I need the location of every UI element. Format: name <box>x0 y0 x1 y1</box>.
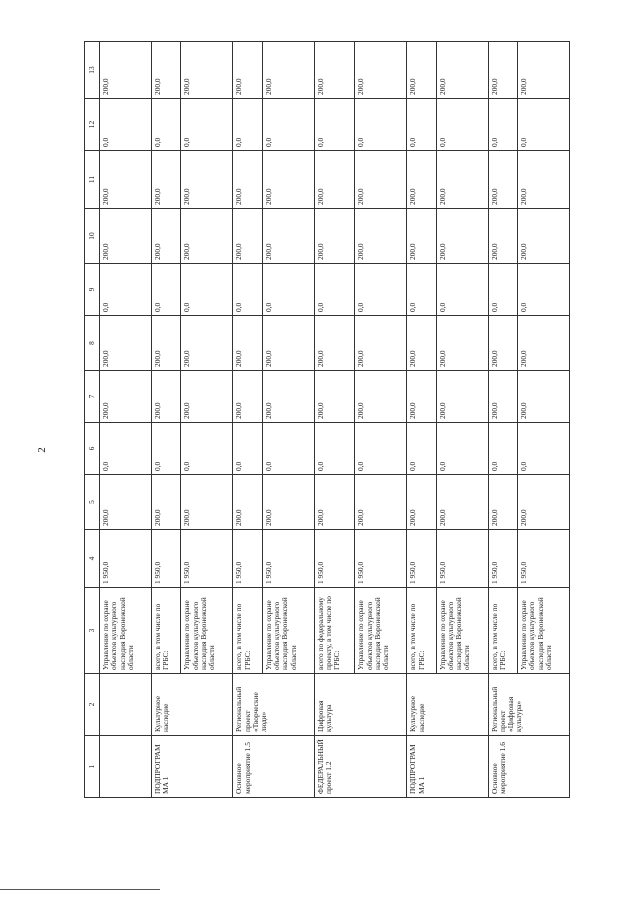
value-cell: 200,0 <box>100 316 152 371</box>
value-cell: 200,0 <box>407 151 436 209</box>
column-header: 2 <box>85 674 100 736</box>
value-cell: 200,0 <box>233 209 262 264</box>
value-cell: 0,0 <box>151 264 180 316</box>
value-cell: 200,0 <box>314 475 355 530</box>
responsible-cell: всего, в том числе по ГРБС: <box>151 588 180 674</box>
table-body <box>100 42 570 798</box>
value-cell: 0,0 <box>262 423 314 475</box>
value-cell: 1 950,0 <box>355 530 407 588</box>
program-name-cell <box>100 736 152 798</box>
value-cell: 0,0 <box>355 423 407 475</box>
value-cell: 200,0 <box>436 475 488 530</box>
column-header: 4 <box>85 530 100 588</box>
value-cell: 200,0 <box>181 42 233 99</box>
value-cell: 0,0 <box>407 264 436 316</box>
value-cell: 200,0 <box>517 42 569 99</box>
column-header: 8 <box>85 316 100 371</box>
value-cell: 0,0 <box>233 99 262 151</box>
value-cell: 1 950,0 <box>436 530 488 588</box>
responsible-cell: всего по федеральному проекту, в том числе по ГРБС: <box>314 588 355 674</box>
value-cell: 200,0 <box>517 475 569 530</box>
value-cell: 1 950,0 <box>100 530 152 588</box>
responsible-cell: Управление по охране объектов культурного наследия Воронежской области <box>262 588 314 674</box>
value-cell: 0,0 <box>181 423 233 475</box>
value-cell: 0,0 <box>100 264 152 316</box>
page-number: 2 <box>36 447 48 453</box>
responsible-cell: всего, в том числе по ГРБС: <box>407 588 436 674</box>
value-cell: 0,0 <box>355 264 407 316</box>
value-cell: 200,0 <box>488 371 517 423</box>
value-cell: 0,0 <box>314 264 355 316</box>
value-cell: 200,0 <box>355 371 407 423</box>
value-cell: 0,0 <box>517 99 569 151</box>
value-cell: 200,0 <box>151 151 180 209</box>
value-cell: 200,0 <box>407 42 436 99</box>
value-cell: 1 950,0 <box>314 530 355 588</box>
value-cell: 200,0 <box>355 42 407 99</box>
project-name-cell: Региональный проект «Творческие люди» <box>233 674 314 736</box>
value-cell: 200,0 <box>488 316 517 371</box>
value-cell: 200,0 <box>407 371 436 423</box>
value-cell: 200,0 <box>181 209 233 264</box>
program-name-cell: Основное мероприятие 1.5 <box>233 736 314 798</box>
value-cell: 200,0 <box>488 42 517 99</box>
project-name-cell: Региональный проект «Цифровая культура» <box>488 674 569 736</box>
project-name-cell: Цифровая культура <box>314 674 407 736</box>
column-header: 3 <box>85 588 100 674</box>
value-cell: 1 950,0 <box>517 530 569 588</box>
column-header: 5 <box>85 475 100 530</box>
table-row <box>151 42 180 798</box>
value-cell: 200,0 <box>407 209 436 264</box>
column-header: 12 <box>85 99 100 151</box>
value-cell: 0,0 <box>436 264 488 316</box>
value-cell: 0,0 <box>517 264 569 316</box>
value-cell: 200,0 <box>233 316 262 371</box>
value-cell: 0,0 <box>151 99 180 151</box>
value-cell: 200,0 <box>355 209 407 264</box>
value-cell: 0,0 <box>100 423 152 475</box>
value-cell: 0,0 <box>233 264 262 316</box>
program-name-cell: ФЕДЕРАЛЬНЫЙ проект 1.2 <box>314 736 407 798</box>
responsible-cell: Управление по охране объектов культурного наследия Воронежской области <box>436 588 488 674</box>
column-header: 11 <box>85 151 100 209</box>
value-cell: 0,0 <box>314 99 355 151</box>
value-cell: 200,0 <box>517 316 569 371</box>
value-cell: 0,0 <box>407 423 436 475</box>
table-row <box>233 42 262 798</box>
value-cell: 0,0 <box>488 264 517 316</box>
value-cell: 200,0 <box>100 475 152 530</box>
table-row <box>314 42 355 798</box>
value-cell: 0,0 <box>436 99 488 151</box>
value-cell: 200,0 <box>262 316 314 371</box>
value-cell: 200,0 <box>151 209 180 264</box>
column-header: 6 <box>85 423 100 475</box>
value-cell: 200,0 <box>488 151 517 209</box>
responsible-cell: Управление по охране объектов культурного наследия Воронежской области <box>517 588 569 674</box>
value-cell: 200,0 <box>233 151 262 209</box>
value-cell: 0,0 <box>262 264 314 316</box>
value-cell: 200,0 <box>314 371 355 423</box>
column-header: 9 <box>85 264 100 316</box>
value-cell: 200,0 <box>314 151 355 209</box>
value-cell: 0,0 <box>314 423 355 475</box>
value-cell: 200,0 <box>436 371 488 423</box>
value-cell: 0,0 <box>488 423 517 475</box>
value-cell: 200,0 <box>262 475 314 530</box>
responsible-cell: всего, в том числе по ГРБС: <box>488 588 517 674</box>
header-row <box>85 42 100 798</box>
value-cell: 200,0 <box>436 316 488 371</box>
value-cell: 0,0 <box>436 423 488 475</box>
value-cell: 0,0 <box>233 423 262 475</box>
value-cell: 0,0 <box>181 264 233 316</box>
project-name-cell: Культурное наследие <box>151 674 232 736</box>
value-cell: 200,0 <box>100 42 152 99</box>
program-name-cell: Основное мероприятие 1.6 <box>488 736 569 798</box>
value-cell: 200,0 <box>233 475 262 530</box>
responsible-cell: Управление по охране объектов культурного наследия Воронежской области <box>181 588 233 674</box>
value-cell: 200,0 <box>262 371 314 423</box>
value-cell: 0,0 <box>355 99 407 151</box>
value-cell: 200,0 <box>407 475 436 530</box>
value-cell: 1 950,0 <box>488 530 517 588</box>
value-cell: 200,0 <box>436 209 488 264</box>
value-cell: 200,0 <box>314 316 355 371</box>
program-name-cell: ПОДПРОГРАММА 1 <box>151 736 232 798</box>
value-cell: 0,0 <box>100 99 152 151</box>
value-cell: 1 950,0 <box>233 530 262 588</box>
value-cell: 200,0 <box>436 42 488 99</box>
value-cell: 200,0 <box>355 316 407 371</box>
program-name-cell: ПОДПРОГРАММА 1 <box>407 736 488 798</box>
value-cell: 200,0 <box>262 151 314 209</box>
value-cell: 0,0 <box>488 99 517 151</box>
responsible-cell: Управление по охране объектов культурного наследия Воронежской области <box>100 588 152 674</box>
value-cell: 200,0 <box>100 151 152 209</box>
value-cell: 200,0 <box>314 209 355 264</box>
value-cell: 200,0 <box>517 209 569 264</box>
value-cell: 200,0 <box>151 316 180 371</box>
value-cell: 1 950,0 <box>181 530 233 588</box>
value-cell: 200,0 <box>100 209 152 264</box>
value-cell: 1 950,0 <box>151 530 180 588</box>
value-cell: 200,0 <box>233 42 262 99</box>
budget-table <box>84 41 570 798</box>
responsible-cell: Управление по охране объектов культурного наследия Воронежской области <box>355 588 407 674</box>
value-cell: 200,0 <box>151 42 180 99</box>
column-header: 1 <box>85 736 100 798</box>
value-cell: 200,0 <box>436 151 488 209</box>
value-cell: 200,0 <box>233 371 262 423</box>
value-cell: 200,0 <box>517 371 569 423</box>
responsible-cell: всего, в том числе по ГРБС: <box>233 588 262 674</box>
value-cell: 200,0 <box>407 316 436 371</box>
rotated-table-container <box>84 42 570 798</box>
value-cell: 0,0 <box>517 423 569 475</box>
value-cell: 200,0 <box>181 475 233 530</box>
footer-rule <box>0 889 160 890</box>
value-cell: 200,0 <box>355 151 407 209</box>
value-cell: 200,0 <box>151 475 180 530</box>
table-row <box>100 42 152 798</box>
value-cell: 200,0 <box>488 209 517 264</box>
column-header: 7 <box>85 371 100 423</box>
project-name-cell: Культурное наследие <box>407 674 488 736</box>
value-cell: 0,0 <box>262 99 314 151</box>
value-cell: 200,0 <box>488 475 517 530</box>
column-header: 10 <box>85 209 100 264</box>
value-cell: 0,0 <box>151 423 180 475</box>
value-cell: 200,0 <box>314 42 355 99</box>
value-cell: 200,0 <box>100 371 152 423</box>
value-cell: 200,0 <box>151 371 180 423</box>
value-cell: 1 950,0 <box>262 530 314 588</box>
table-row <box>488 42 517 798</box>
value-cell: 200,0 <box>181 151 233 209</box>
table-row <box>407 42 436 798</box>
value-cell: 200,0 <box>517 151 569 209</box>
value-cell: 1 950,0 <box>407 530 436 588</box>
value-cell: 200,0 <box>181 371 233 423</box>
value-cell: 200,0 <box>355 475 407 530</box>
value-cell: 200,0 <box>262 42 314 99</box>
value-cell: 0,0 <box>407 99 436 151</box>
value-cell: 0,0 <box>181 99 233 151</box>
project-name-cell <box>100 674 152 736</box>
value-cell: 200,0 <box>262 209 314 264</box>
value-cell: 200,0 <box>181 316 233 371</box>
column-header: 13 <box>85 42 100 99</box>
